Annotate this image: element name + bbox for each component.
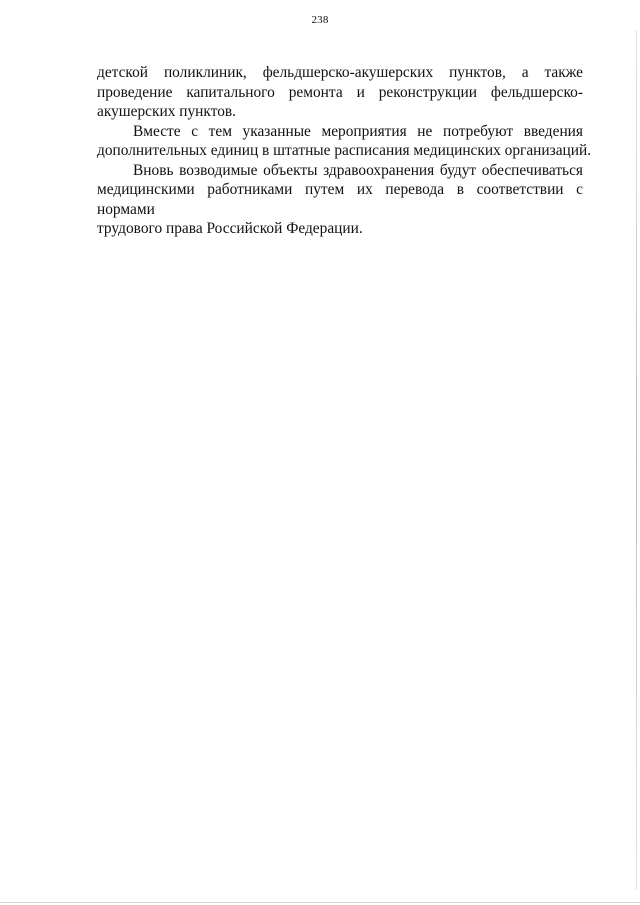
paragraph-2-line-1: Вместе с тем указанные мероприятия не потребуют введения [133,122,583,140]
paragraph-1-line-3: акушерских пунктов. [97,103,237,120]
paragraph-3-line-1: Вновь возводимые объекты здравоохранения будут обеспечиваться [133,161,583,179]
paragraph-1-line-1: детской поликлиник, фельдшерско-акушерских пунктов, а также [97,64,583,81]
scan-edge-line [636,30,637,890]
scan-edge-bottom-line [0,902,640,903]
paragraph-1-line-2: проведение капитального ремонта и реконструкции фельдшерско- [97,83,583,101]
body-text [97,63,592,239]
page-number: 238 [311,14,329,26]
paragraph-3-line-2: медицинскими работниками путем их перевода в соответствии с нормами [97,181,583,218]
paragraph-2-line-2: дополнительных единиц в штатные расписания медицинских организаций. [97,142,592,159]
paragraph-3-line-3: трудового права Российской Федерации. [97,220,363,237]
